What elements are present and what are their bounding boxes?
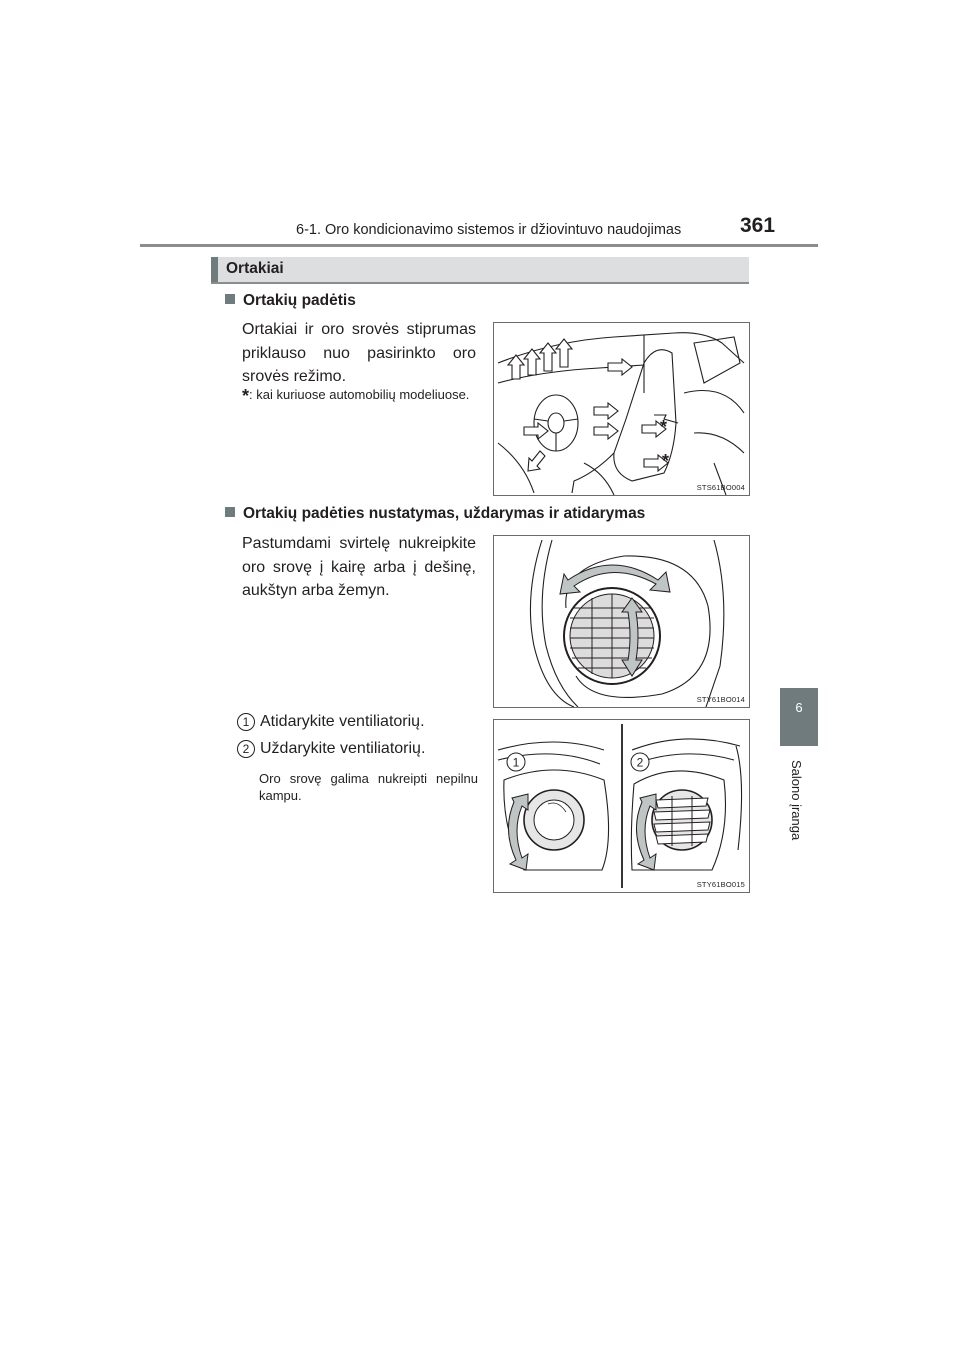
subheading-text: Ortakių padėties nustatymas, uždarymas ir atidarymas	[243, 505, 646, 522]
figure-cabin-vents	[493, 322, 750, 496]
section-title: Ortakiai	[226, 260, 284, 277]
paragraph-vent-positions: Ortakiai ir oro srovės stiprumas priklauso nuo pasirinkto oro srovės režimo.	[242, 321, 476, 385]
heading-square-icon	[225, 294, 235, 304]
subheading-vent-positions	[225, 292, 356, 310]
section-marker	[211, 257, 218, 282]
figure-label-2: 2	[636, 755, 644, 770]
section-title-bar	[211, 257, 749, 284]
adjustment-note: Oro srovę galima nukreipti nepilnu kampu.	[259, 771, 478, 803]
subheading-vent-adjustment	[225, 505, 645, 523]
footnote	[242, 386, 476, 405]
step-text-1: Atidarykite ventiliatorių.	[260, 713, 425, 730]
running-header: 6-1. Oro kondicionavimo sistemos ir džiovintuvo naudojimas	[296, 222, 682, 238]
header-rule	[140, 244, 818, 247]
heading-square-icon	[225, 507, 235, 517]
figure-vent-lever	[493, 535, 750, 708]
figure-label-1: 1	[512, 755, 520, 770]
vent-open-close-illustration	[494, 720, 749, 892]
figure-code: STS61BO004	[696, 483, 745, 492]
step-number-2: 2	[237, 740, 255, 758]
chapter-label-container	[788, 760, 804, 890]
chapter-number: 6	[795, 700, 803, 715]
footnote-text: : kai kuriuose automobilių modeliuose.	[249, 387, 470, 402]
vent-lever-illustration	[494, 536, 749, 707]
subheading-text: Ortakių padėtis	[243, 292, 356, 309]
step-number-1: 1	[237, 713, 255, 731]
figure-vent-open-close	[493, 719, 750, 893]
paragraph-vent-adjustment: Pastumdami svirtelę nukreipkite oro srovę į kairę arba į dešinę, aukštyn arba žemyn.	[242, 535, 476, 599]
footnote-mark: *	[242, 386, 250, 406]
chapter-tab	[780, 688, 818, 746]
page-number: 361	[740, 214, 776, 237]
cabin-illustration	[494, 323, 749, 495]
chapter-label: Salono įranga	[789, 760, 804, 841]
figure-code: STY61BO014	[696, 695, 745, 704]
figure-asterisk: *	[662, 451, 670, 471]
figure-asterisk: *	[660, 417, 668, 437]
figure-code: STY61BO015	[696, 880, 745, 889]
step-text-2: Uždarykite ventiliatorių.	[260, 740, 426, 757]
